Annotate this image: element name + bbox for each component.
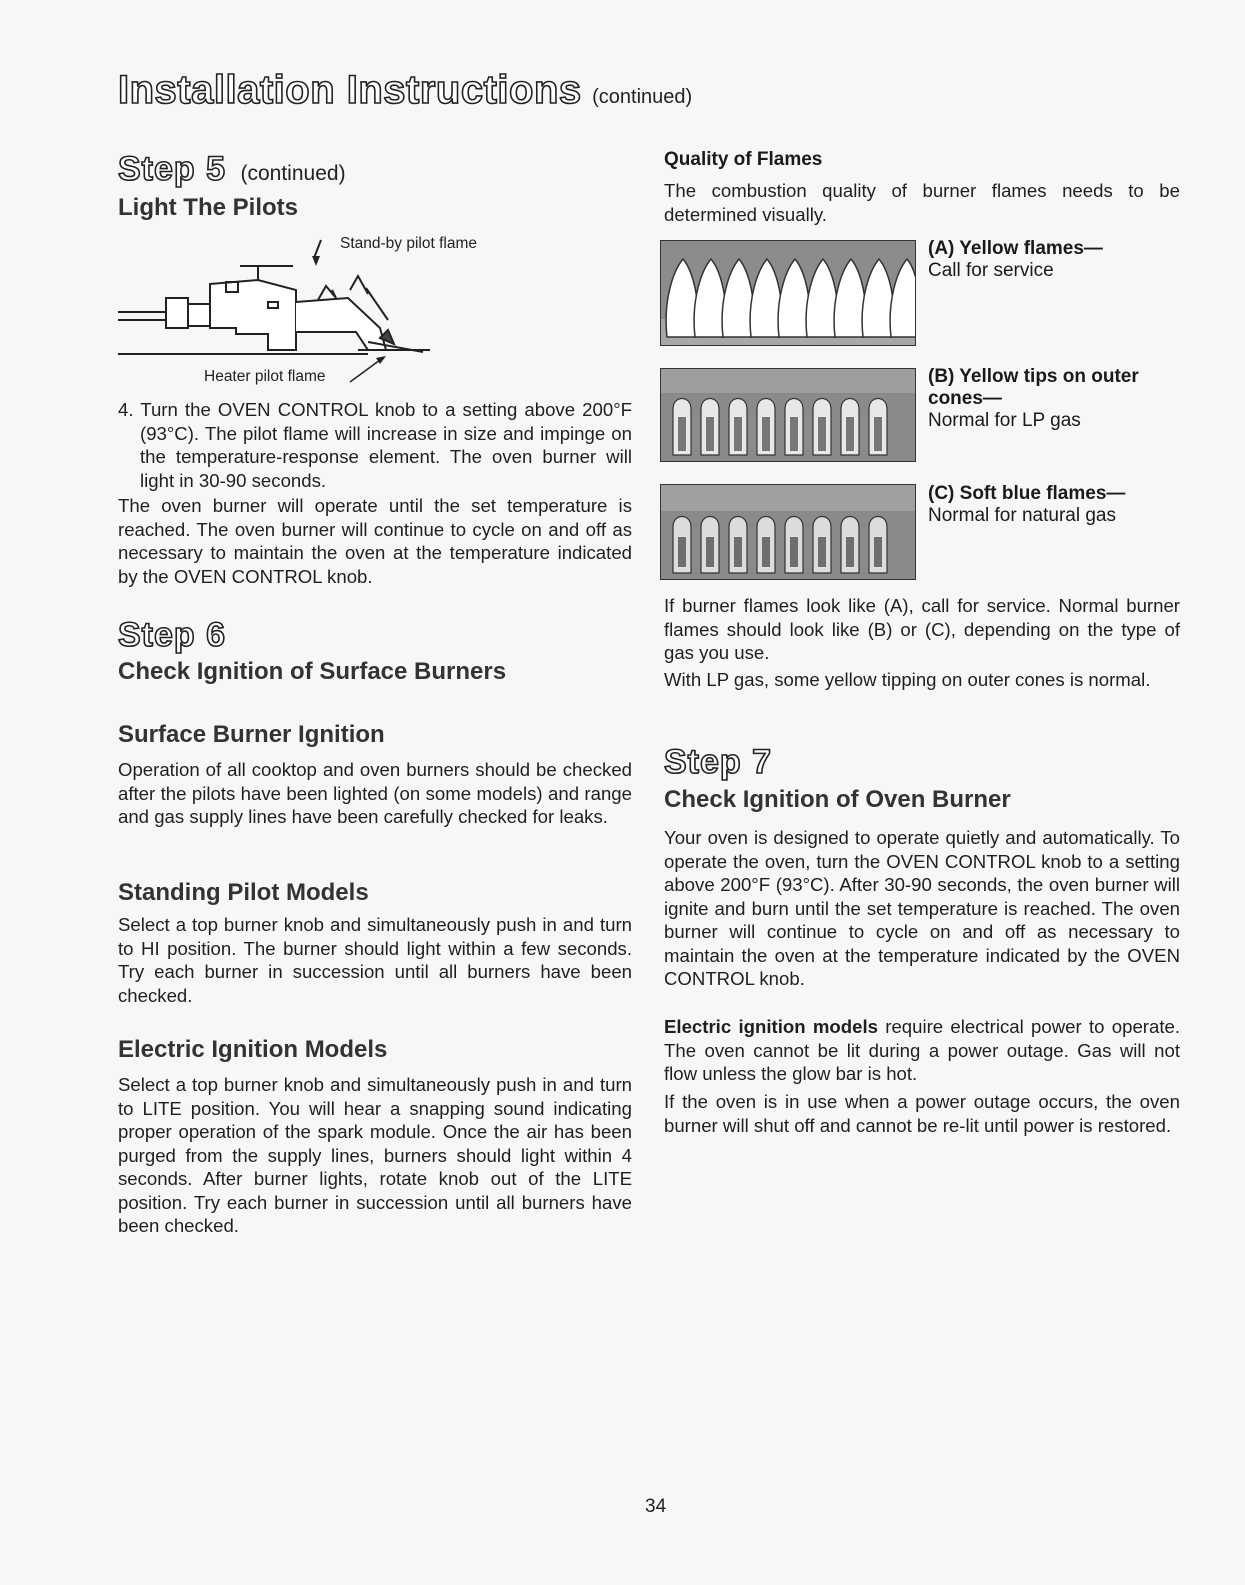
step6-label: Step 6: [118, 616, 227, 654]
quality-of-flames-title: Quality of Flames: [664, 149, 823, 170]
step5-continued: (continued): [240, 162, 346, 185]
standby-pilot-label: Stand-by pilot flame: [340, 235, 477, 252]
flame-label-c: [928, 483, 1178, 527]
surface-burner-ignition-title: Surface Burner Ignition: [118, 721, 385, 748]
page-title: [118, 68, 692, 113]
quality-intro: The combustion quality of burner flames needs to be determined visually.: [664, 180, 1180, 225]
heater-pilot-label: Heater pilot flame: [204, 368, 326, 385]
flame-b-title: (B) Yellow tips on outer cones—: [928, 366, 1139, 409]
step5-item-4: 4. Turn the OVEN CONTROL knob to a setting above 200°F (93°C). The pilot flame will increase in size and impinge on the temperature-response element. The oven burner will light in 30-90 seconds.: [118, 399, 632, 491]
electric-ignition-rest: require electrical power to operate. The oven cannot be lit during a power outage. Gas will not flow unless the glow bar is hot.: [664, 1016, 1180, 1084]
step5-heading: [118, 150, 346, 189]
flame-image-b: [660, 368, 916, 462]
step5-label: Step 5: [118, 150, 227, 188]
flame-label-a: [928, 238, 1178, 282]
step7-label: Step 7: [664, 743, 773, 781]
flame-image-a: [660, 240, 916, 346]
flame-a-title: (A) Yellow flames—: [928, 238, 1103, 259]
page-number: 34: [645, 1496, 667, 1517]
electric-ignition-bold: Electric ignition models: [664, 1016, 878, 1037]
surface-burner-paragraph: Operation of all cooktop and oven burners should be checked after the pilots have been lighted (on some models) and range and gas supply lines have been carefully checked for leaks.: [118, 759, 632, 827]
oven-operation-paragraph: Your oven is designed to operate quietly and automatically. To operate the oven, turn the OVEN CONTROL knob to a setting above 200°F (93°C). After 30-90 seconds, the oven burner will ignite and burn until the set temperature is reached. The oven burner will continue to cycle on and off as necessary to maintain the oven at the temperature indicated by the OVEN CONTROL knob.: [664, 827, 1180, 989]
light-pilots-title: Light The Pilots: [118, 194, 298, 221]
pilot-diagram: [118, 232, 477, 392]
step6-heading: [118, 616, 226, 655]
flame-image-c: [660, 484, 916, 580]
electric-ignition-power-paragraph: [664, 1015, 1180, 1086]
flames-explanation: If burner flames look like (A), call for service. Normal burner flames should look like (B) or (C), depending on the type of gas you use.: [664, 595, 1180, 663]
page-title-text: Installation Instructions: [118, 68, 582, 112]
flame-a-desc: Call for service: [928, 260, 1054, 281]
step7-heading: [664, 743, 772, 782]
standing-pilot-paragraph: Select a top burner knob and simultaneously push in and turn to HI position. The burner should light within a few seconds. Try each burner in succession until all burners have been checked.: [118, 914, 632, 1006]
electric-ignition-paragraph: Select a top burner knob and simultaneously push in and turn to LITE position. You will hear a snapping sound indicating proper operation of the spark module. Once the air has been purged from the supply lines, burners should light within 4 seconds. After burner lights, rotate knob out of the LITE position. Try each burner in succession until all burners have been checked.: [118, 1074, 632, 1236]
flame-b-desc: Normal for LP gas: [928, 410, 1081, 431]
lp-gas-note: With LP gas, some yellow tipping on outer cones is normal.: [664, 669, 1151, 690]
flame-c-title: (C) Soft blue flames—: [928, 483, 1126, 504]
page-title-continued: (continued): [592, 86, 693, 108]
step5-paragraph: The oven burner will operate until the set temperature is reached. The oven burner will continue to cycle on and off as necessary to maintain the oven at the temperature indicated by the OVEN CONTROL knob.: [118, 495, 632, 587]
flame-label-b: [928, 366, 1178, 432]
electric-ignition-title: Electric Ignition Models: [118, 1036, 388, 1063]
power-outage-paragraph: If the oven is in use when a power outage occurs, the oven burner will shut off and cannot be re-lit until power is restored.: [664, 1091, 1180, 1136]
check-surface-burners-title: Check Ignition of Surface Burners: [118, 658, 507, 685]
flame-c-desc: Normal for natural gas: [928, 505, 1116, 526]
check-oven-burner-title: Check Ignition of Oven Burner: [664, 786, 1011, 813]
standing-pilot-title: Standing Pilot Models: [118, 879, 369, 906]
